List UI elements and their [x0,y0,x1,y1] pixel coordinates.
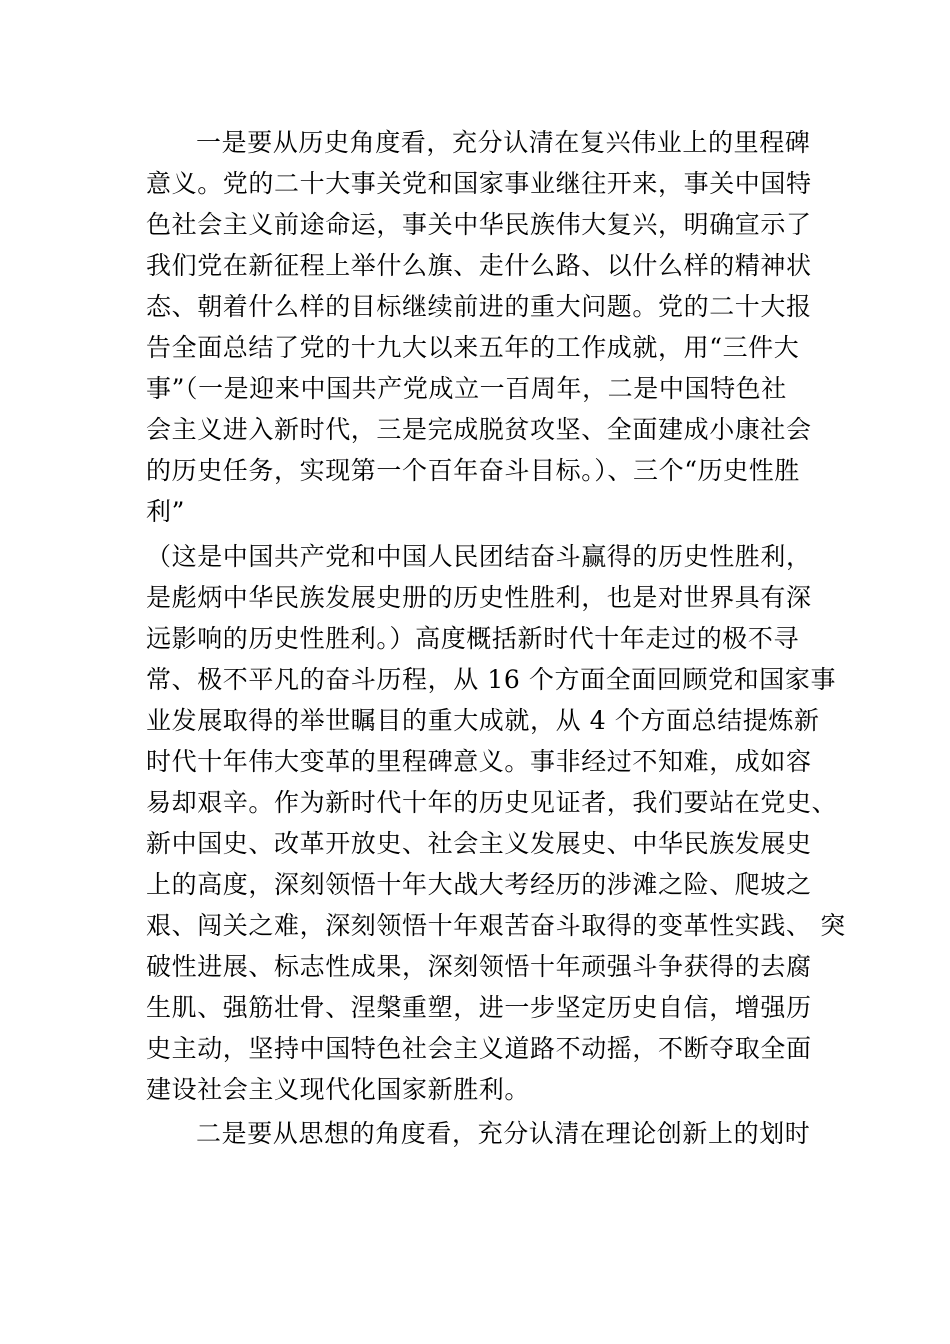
text-line-8: 会主义进入新时代，三是完成脱贫攻坚、全面建成小康社会 [146,415,812,444]
text-line-16: 时代十年伟大变革的里程碑意义。事非经过不知难，成如容 [146,747,812,776]
text-line-21: 破性进展、标志性成果，深刻领悟十年顽强斗争获得的去腐 [146,952,812,981]
text-line-4: 我们党在新征程上举什么旗、走什么路、以什么样的精神状 [146,251,812,280]
text-line-17: 易却艰辛。作为新时代十年的历史见证者，我们要站在党史、 [146,788,838,817]
text-line-18: 新中国史、改革开放史、社会主义发展史、中华民族发展史 [146,829,812,858]
text-line-24: 建设社会主义现代化国家新胜利。 [146,1075,531,1104]
text-line-9: 的历史任务，实现第一个百年奋斗目标。）、三个“历史性胜 [146,456,800,485]
text-line-14: 常、极不平凡的奋斗历程，从 16 个方面全面回顾党和国家事 [146,665,837,694]
text-line-3: 色社会主义前途命运，事关中华民族伟大复兴，明确宣示了 [146,210,812,239]
text-line-22: 生肌、强筋壮骨、涅槃重塑，进一步坚定历史自信，增强历 [146,993,812,1022]
text-line-20: 艰、闯关之难，深刻领悟十年艰苦奋斗取得的变革性实践、 突 [146,911,846,940]
text-line-12: 是彪炳中华民族发展史册的历史性胜利，也是对世界具有深 [146,583,812,612]
text-line-2: 意义。党的二十大事关党和国家事业继往开来，事关中国特 [146,169,812,198]
text-line-7: 事”（一是迎来中国共产党成立一百周年，二是中国特色社 [146,374,787,403]
text-line-25: 二是要从思想的角度看，充分认清在理论创新上的划时 [196,1119,811,1148]
text-line-6: 告全面总结了党的十九大以来五年的工作成就，用“三件大 [146,333,800,362]
text-line-1: 一是要从历史角度看，充分认清在复兴伟业上的里程碑 [196,128,811,157]
text-line-10: 利” [146,497,185,526]
text-line-15: 业发展取得的举世瞩目的重大成就，从 4 个方面总结提炼新 [146,706,820,735]
text-line-23: 史主动，坚持中国特色社会主义道路不动摇，不断夺取全面 [146,1034,812,1063]
text-line-5: 态、朝着什么样的目标继续前进的重大问题。党的二十大报 [146,292,812,321]
text-line-13: 远影响的历史性胜利。）高度概括新时代十年走过的极不寻 [146,624,800,653]
text-line-11: （这是中国共产党和中国人民团结奋斗赢得的历史性胜利， [146,542,812,571]
text-line-19: 上的高度，深刻领悟十年大战大考经历的涉滩之险、爬坡之 [146,870,812,899]
